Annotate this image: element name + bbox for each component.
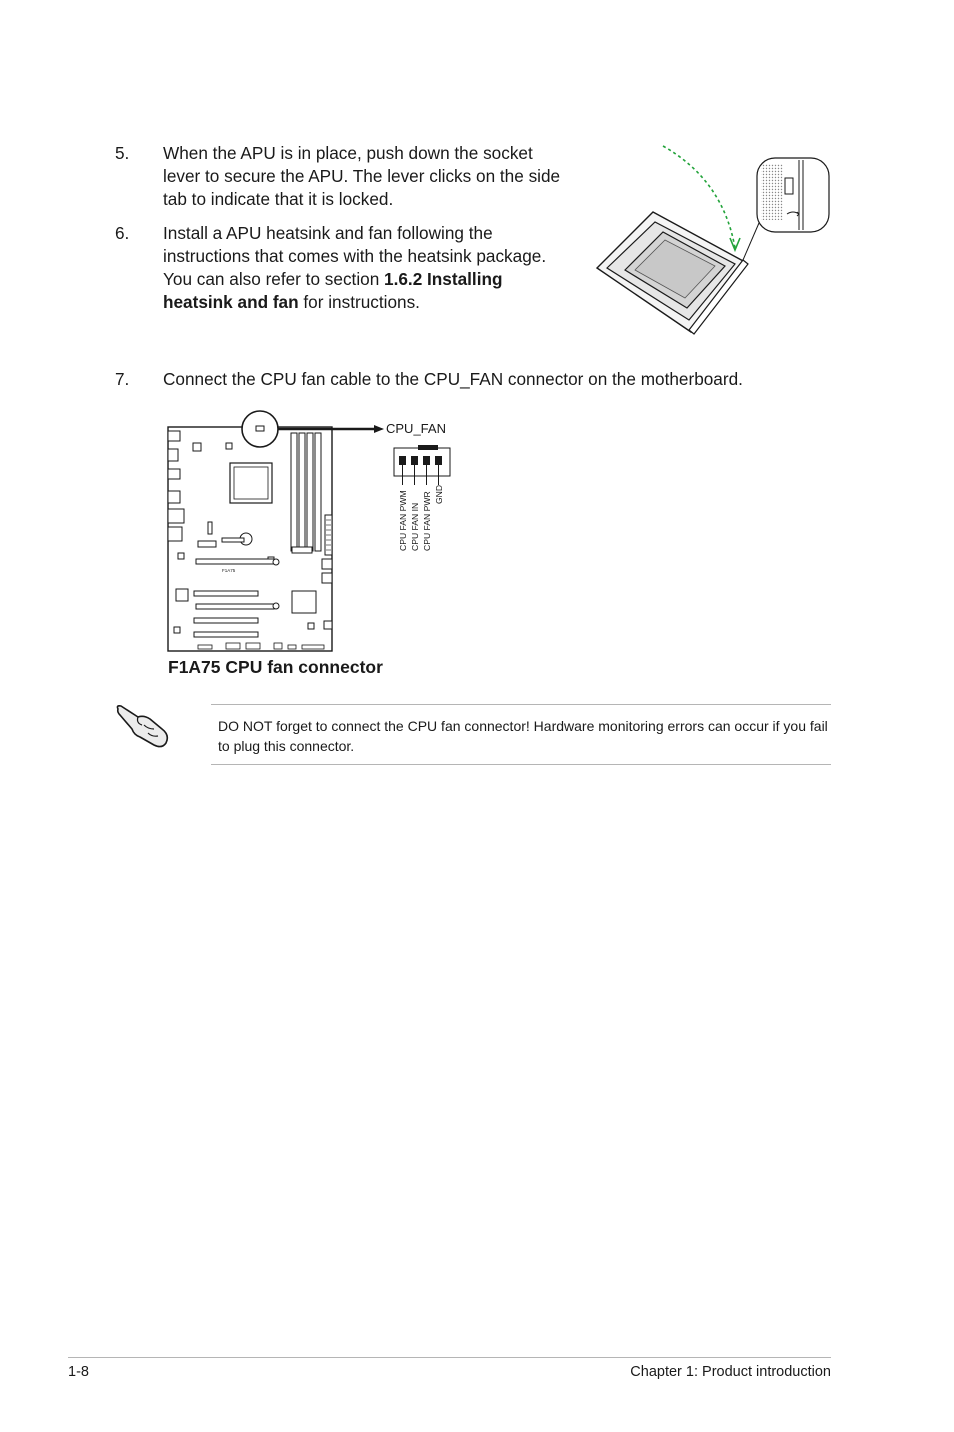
section-reference: 1.6.2 Installing [384, 269, 503, 289]
note-text: DO NOT forget to connect the CPU fan connector! Hardware monitoring errors can occur if you fail to plug this connector. [218, 718, 828, 754]
pin-label-cpu-fan-pwm: CPU FAN PWM [398, 490, 408, 551]
section-reference: heatsink and fan [163, 292, 299, 312]
figure-caption: F1A75 CPU fan connector [168, 657, 383, 677]
board-silkscreen: F1A75 [222, 568, 236, 573]
pin-label-cpu-fan-in: CPU FAN IN [410, 502, 420, 551]
step-text: Connect the CPU fan cable to the CPU_FAN connector on the motherboard. [163, 369, 743, 389]
step-number: 6. [115, 223, 130, 243]
step-number: 7. [115, 369, 130, 389]
step-number: 5. [115, 143, 130, 163]
pin-label-cpu-fan-pwr: CPU FAN PWR [422, 491, 432, 551]
pin-label-gnd: GND [434, 484, 444, 504]
note-top-rule [211, 704, 831, 705]
pointing-hand-icon [114, 703, 170, 749]
connector-label: CPU_FAN [386, 421, 446, 436]
chipset [292, 591, 316, 613]
page-number: 1-8 [68, 1364, 89, 1380]
footer-rule [68, 1357, 831, 1358]
step-text: Install a APU heatsink and fan following the instructions that comes with the heatsink package. You can also refer to section 1.6.2 Installing heatsink and fan for instructions. [163, 223, 547, 312]
socket-lever-illustration [585, 140, 835, 340]
chapter-title: Chapter 1: Product introduction [630, 1364, 831, 1380]
step-text: When the APU is in place, push down the socket lever to secure the APU. The lever clicks on the side tab to indicate that it is locked. [163, 143, 561, 209]
note-bottom-rule [211, 764, 831, 765]
motherboard-diagram [160, 405, 460, 655]
